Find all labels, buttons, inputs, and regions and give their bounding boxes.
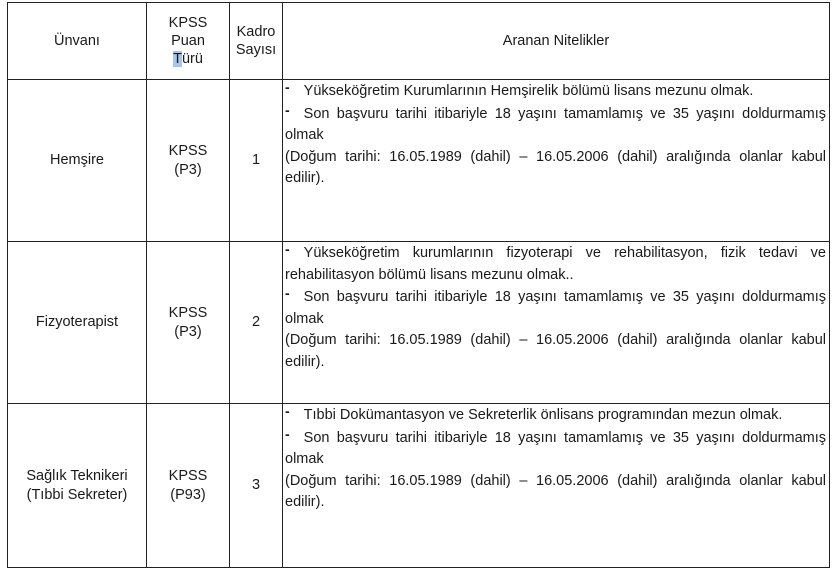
- bullet-icon: -: [285, 403, 290, 419]
- position-count-cell: 1: [230, 80, 283, 242]
- score-type-cell: KPSS (P3): [147, 80, 230, 242]
- score-type-cell: KPSS (P3): [147, 242, 230, 404]
- qualifications-cell: [283, 242, 830, 404]
- table-row: [8, 242, 830, 404]
- qualifications-cell: [283, 80, 830, 242]
- position-title-cell: Hemşire: [8, 80, 147, 242]
- position-count-cell: 2: [230, 242, 283, 404]
- birth-date-note: (Doğum tarihi: 16.05.1989 (dahil) – 16.05.2006 (dahil) aralığında olanlar kabul edilir).: [285, 472, 826, 510]
- position-count-cell: 3: [230, 404, 283, 568]
- qualification-item: - Son başvuru tarihi itibariyle 18 yaşını tamamlamış ve 35 yaşını doldurmamış olmak: [285, 101, 826, 143]
- header-qualifications: Aranan Nitelikler: [283, 3, 830, 80]
- bullet-icon: -: [285, 285, 290, 301]
- bullet-icon: -: [285, 101, 290, 118]
- position-title-cell: Sağlık Teknikeri (Tıbbi Sekreter): [8, 404, 147, 568]
- position-title-cell: Fizyoterapist: [8, 242, 147, 404]
- qualification-item: - Son başvuru tarihi itibariyle 18 yaşını tamamlamış ve 35 yaşını doldurmamış olmak: [285, 285, 826, 327]
- bullet-icon: -: [285, 241, 290, 257]
- bullet-icon: -: [285, 425, 290, 442]
- score-type-cell: KPSS (P93): [147, 404, 230, 568]
- header-score-type: KPSS Puan Türü: [147, 3, 230, 80]
- qualification-item: - Tıbbi Dokümantasyon ve Sekreterlik önlisans programından mezun olmak.: [285, 403, 783, 423]
- bullet-icon: -: [285, 79, 290, 95]
- text-cursor-highlight: T: [173, 51, 182, 67]
- qualification-item: - Son başvuru tarihi itibariyle 18 yaşını tamamlamış ve 35 yaşını doldurmamış olmak: [285, 425, 826, 467]
- qualification-item: - Yükseköğretim Kurumlarının Hemşirelik bölümü lisans mezunu olmak.: [285, 79, 754, 99]
- positions-table: [7, 2, 830, 568]
- header-title: Ünvanı: [8, 3, 147, 80]
- qualifications-cell: [283, 404, 830, 568]
- header-row: [8, 3, 830, 80]
- qualification-item: - Yükseköğretim kurumlarının fizyoterapi ve rehabilitasyon, fizik tedavi ve rehabilitasyon bölümü lisans mezunu olmak..: [285, 241, 826, 283]
- birth-date-note: (Doğum tarihi: 16.05.1989 (dahil) – 16.05.2006 (dahil) aralığında olanlar kabul edilir).: [285, 148, 826, 186]
- birth-date-note: (Doğum tarihi: 16.05.1989 (dahil) – 16.05.2006 (dahil) aralığında olanlar kabul edilir).: [285, 332, 826, 370]
- table-row: [8, 80, 830, 242]
- table-row: [8, 404, 830, 568]
- header-position-count: Kadro Sayısı: [230, 3, 283, 80]
